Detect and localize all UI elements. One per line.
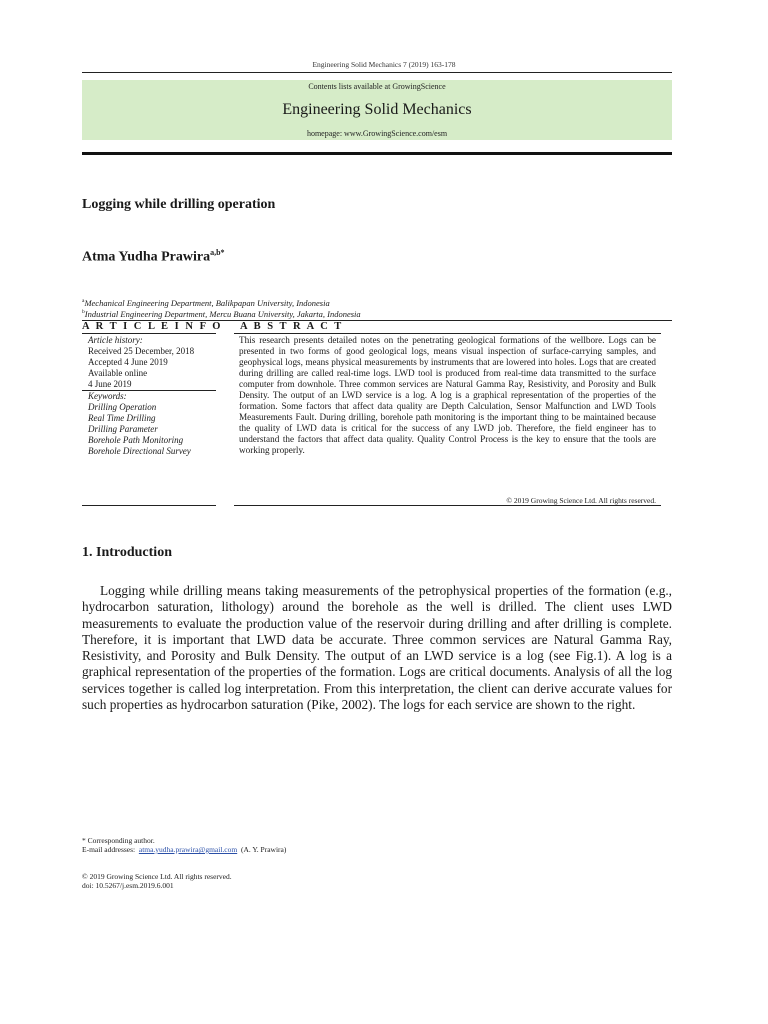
affiliation-b xyxy=(82,307,361,320)
author-name: Atma Yudha Prawira xyxy=(82,249,211,265)
introduction-heading: 1. Introduction xyxy=(82,545,172,560)
journal-banner xyxy=(82,80,672,140)
footnote-corresponding: * Corresponding author. xyxy=(82,836,155,845)
abstract-bottom-rule xyxy=(234,505,661,506)
journal-name: Engineering Solid Mechanics xyxy=(282,101,472,118)
abstract-heading: A B S T R A C T xyxy=(240,321,344,332)
affil-text: Mechanical Engineering Department, Balikpapan University, Indonesia xyxy=(84,297,330,308)
footnote-email-line xyxy=(82,845,286,855)
keywords-label: Keywords: xyxy=(88,391,127,401)
info-heading-rule xyxy=(82,333,216,334)
history-item: Accepted 4 June 2019 xyxy=(88,357,168,367)
article-info-heading: A R T I C L E I N F O xyxy=(82,321,223,332)
contents-line: Contents lists available at GrowingScience xyxy=(308,82,446,91)
affil-mark: a xyxy=(82,298,85,304)
keyword-item: Real Time Drilling xyxy=(88,413,156,423)
keyword-item: Borehole Path Monitoring xyxy=(88,435,184,445)
introduction-body: Logging while drilling means taking measurements of the petrophysical properties of the formation (e.g., hydrocarbon saturation, lithology) around the borehole as the well is drilled. The client uses LWD measurements to evaluate the production value of the reservoir during drilling and after drilling is complete. Therefore, it is important that LWD data be accurate. Three common services are Natural Gamma Ray, Resistivity, and Porosity and Bulk Density. The output of an LWD service is a log (see Fig.1). A log is a graphical representation of the properties of the formation. Logs are critical documents. Analysis of all the log services together is called log interpretation. From this interpretation, the client can derive accurate values for such properties as hydrocarbon saturation (Pike, 2002). The logs for each service are shown to the right. xyxy=(82,583,672,713)
email-link[interactable]: atma.yudha.prawira@gmail.com xyxy=(138,845,238,854)
author-line xyxy=(82,248,225,266)
email-name: (A. Y. Prawira) xyxy=(240,845,287,854)
keyword-item: Borehole Directional Survey xyxy=(88,446,191,456)
history-item: 4 June 2019 xyxy=(88,379,132,389)
abstract-heading-rule xyxy=(234,333,661,334)
info-bottom-rule xyxy=(82,505,216,506)
history-item: Available online xyxy=(88,368,148,378)
author-sup: a,b* xyxy=(210,248,225,257)
history-label: Article history: xyxy=(88,335,143,345)
footnote-copyright: © 2019 Growing Science Ltd. All rights reserved. xyxy=(82,872,232,881)
email-label: E-mail addresses: xyxy=(82,845,136,854)
affil-text: Industrial Engineering Department, Mercu Buana University, Jakarta, Indonesia xyxy=(84,308,361,319)
journal-homepage[interactable]: homepage: www.GrowingScience.com/esm xyxy=(306,129,448,138)
running-head: Engineering Solid Mechanics 7 (2019) 163-178 xyxy=(312,60,456,69)
banner-rule xyxy=(82,152,672,155)
article-history xyxy=(82,335,216,390)
keywords xyxy=(82,391,216,457)
keyword-item: Drilling Operation xyxy=(88,402,157,412)
paper-title: Logging while drilling operation xyxy=(82,197,276,212)
header-rule xyxy=(82,72,672,73)
affil-mark: b xyxy=(82,309,85,315)
abstract-text: This research presents detailed notes on the penetrating geological formations of the wellbore. Logs can be presented in two forms of good geological logs, means visual inspection of surface-carrying samples, and geophysical logs, means physical measurements by instruments that are lowered into holes. Logs that are created during drilling are called real-time logs. LWD tool is produced from real-time data transmitted to the surface computer from downhole. Three common services are Natural Gamma Ray, Resistivity, and Porosity and Bulk Density. The output of an LWD service is a log. A log is a graphical representation of the properties of the formation. Some factors that affect data quality are Depth Calculation, Sensor Malfunction and LWD Tools Measurements Fault. During drilling, borehole path monitoring is the important thing to be maintained because the quality of LWD data is critical for the success of any LWD job. Therefore, the field engineer has to understand the factors that affect data quality. Quality Control Process is the key to ensure that the tools are working properly. xyxy=(239,335,656,455)
footnote-doi[interactable]: doi: 10.5267/j.esm.2019.6.001 xyxy=(82,881,174,890)
keyword-item: Drilling Parameter xyxy=(88,424,158,434)
history-item: Received 25 December, 2018 xyxy=(88,346,195,356)
abstract-copyright: © 2019 Growing Science Ltd. All rights reserved. xyxy=(506,496,656,505)
